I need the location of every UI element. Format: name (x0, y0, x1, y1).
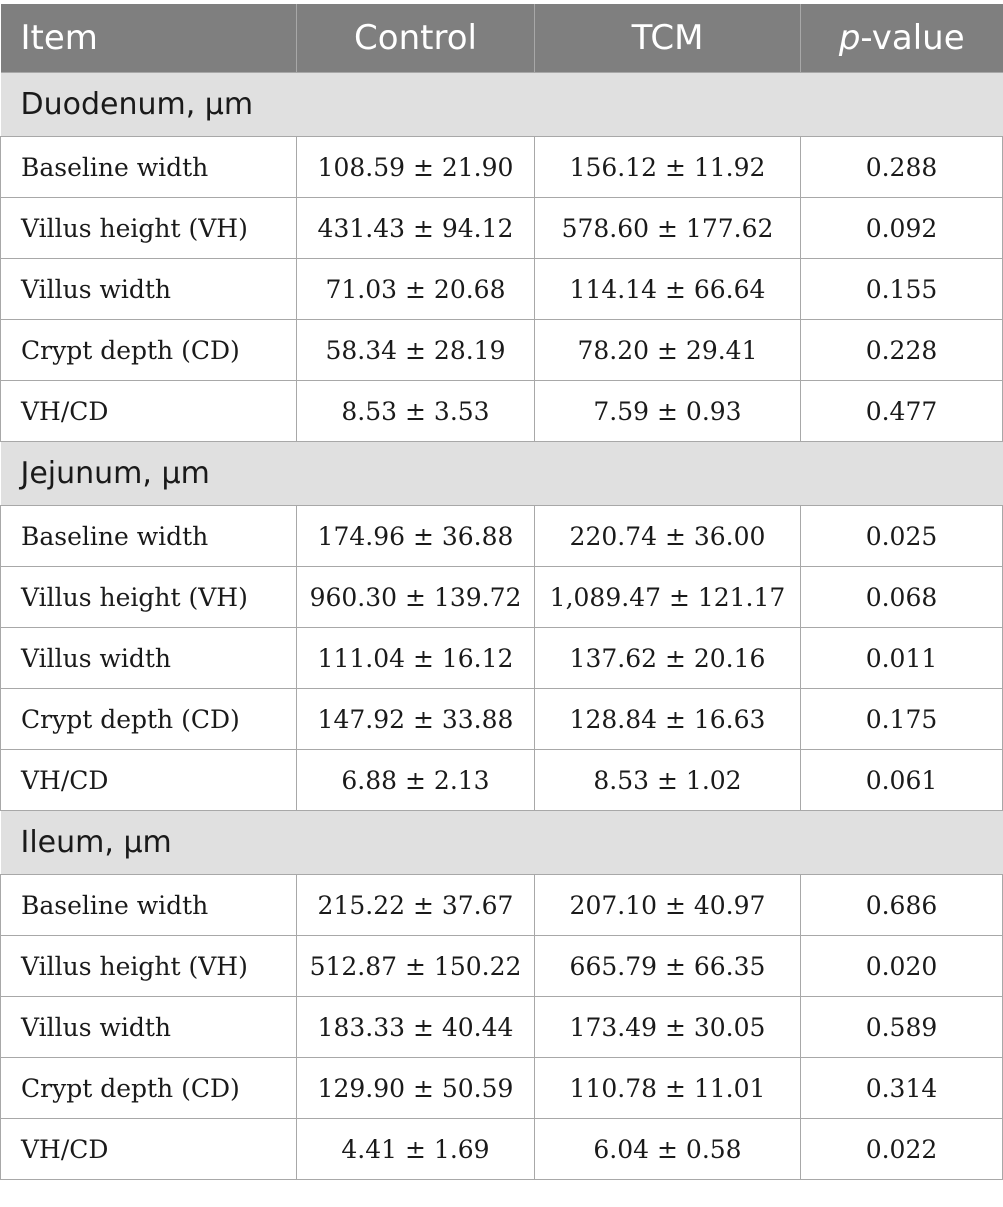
cell-p-value: 0.025 (801, 506, 1003, 567)
header-item: Item (1, 4, 297, 73)
cell-p-value: 0.092 (801, 198, 1003, 259)
cell-p-value: 0.068 (801, 567, 1003, 628)
table-row (1, 506, 1003, 567)
cell-item: VH/CD (1, 381, 297, 442)
cell-control: 147.92 ± 33.88 (297, 689, 535, 750)
section-row-ileum (1, 811, 1003, 875)
data-table (0, 4, 1003, 1180)
cell-item: VH/CD (1, 750, 297, 811)
cell-p-value: 0.288 (801, 137, 1003, 198)
cell-p-value: 0.011 (801, 628, 1003, 689)
cell-tcm: 110.78 ± 11.01 (535, 1058, 801, 1119)
section-title: Jejunum, μm (1, 442, 1003, 506)
cell-item: Villus width (1, 628, 297, 689)
cell-tcm: 128.84 ± 16.63 (535, 689, 801, 750)
cell-item: Baseline width (1, 137, 297, 198)
cell-control: 108.59 ± 21.90 (297, 137, 535, 198)
cell-control: 215.22 ± 37.67 (297, 875, 535, 936)
cell-item: Crypt depth (CD) (1, 689, 297, 750)
cell-item: Villus height (VH) (1, 936, 297, 997)
cell-p-value: 0.020 (801, 936, 1003, 997)
header-p-italic: p (838, 18, 861, 58)
table-row (1, 567, 1003, 628)
table-row (1, 1058, 1003, 1119)
table-row (1, 875, 1003, 936)
table-row (1, 198, 1003, 259)
cell-item: Baseline width (1, 506, 297, 567)
cell-p-value: 0.589 (801, 997, 1003, 1058)
table-row (1, 259, 1003, 320)
cell-p-value: 0.477 (801, 381, 1003, 442)
table-row (1, 137, 1003, 198)
table-row (1, 936, 1003, 997)
section-row-jejunum (1, 442, 1003, 506)
cell-item: Crypt depth (CD) (1, 1058, 297, 1119)
cell-item: Villus height (VH) (1, 198, 297, 259)
cell-control: 512.87 ± 150.22 (297, 936, 535, 997)
cell-tcm: 220.74 ± 36.00 (535, 506, 801, 567)
cell-item: Villus height (VH) (1, 567, 297, 628)
cell-tcm: 114.14 ± 66.64 (535, 259, 801, 320)
cell-tcm: 665.79 ± 66.35 (535, 936, 801, 997)
cell-tcm: 578.60 ± 177.62 (535, 198, 801, 259)
cell-tcm: 156.12 ± 11.92 (535, 137, 801, 198)
cell-control: 129.90 ± 50.59 (297, 1058, 535, 1119)
cell-control: 71.03 ± 20.68 (297, 259, 535, 320)
cell-control: 431.43 ± 94.12 (297, 198, 535, 259)
table-row (1, 750, 1003, 811)
cell-item: Villus width (1, 259, 297, 320)
cell-item: Crypt depth (CD) (1, 320, 297, 381)
header-tcm: TCM (535, 4, 801, 73)
table-row (1, 997, 1003, 1058)
cell-p-value: 0.314 (801, 1058, 1003, 1119)
cell-tcm: 7.59 ± 0.93 (535, 381, 801, 442)
cell-tcm: 1,089.47 ± 121.17 (535, 567, 801, 628)
header-control: Control (297, 4, 535, 73)
cell-control: 58.34 ± 28.19 (297, 320, 535, 381)
cell-control: 111.04 ± 16.12 (297, 628, 535, 689)
header-p-value (801, 4, 1003, 73)
cell-p-value: 0.175 (801, 689, 1003, 750)
section-row-duodenum (1, 73, 1003, 137)
cell-item: Baseline width (1, 875, 297, 936)
table-row (1, 1119, 1003, 1180)
table-row (1, 689, 1003, 750)
table-body (1, 73, 1003, 1180)
cell-tcm: 8.53 ± 1.02 (535, 750, 801, 811)
section-title: Duodenum, μm (1, 73, 1003, 137)
cell-tcm: 6.04 ± 0.58 (535, 1119, 801, 1180)
cell-p-value: 0.061 (801, 750, 1003, 811)
table-header (1, 4, 1003, 73)
table-row (1, 381, 1003, 442)
header-row (1, 4, 1003, 73)
cell-tcm: 137.62 ± 20.16 (535, 628, 801, 689)
cell-p-value: 0.686 (801, 875, 1003, 936)
cell-tcm: 78.20 ± 29.41 (535, 320, 801, 381)
cell-control: 183.33 ± 40.44 (297, 997, 535, 1058)
cell-control: 4.41 ± 1.69 (297, 1119, 535, 1180)
table-row (1, 320, 1003, 381)
section-title: Ileum, μm (1, 811, 1003, 875)
header-p-suffix: -value (860, 18, 965, 58)
cell-control: 174.96 ± 36.88 (297, 506, 535, 567)
cell-p-value: 0.155 (801, 259, 1003, 320)
cell-control: 960.30 ± 139.72 (297, 567, 535, 628)
table-row (1, 628, 1003, 689)
cell-control: 8.53 ± 3.53 (297, 381, 535, 442)
cell-p-value: 0.228 (801, 320, 1003, 381)
cell-item: Villus width (1, 997, 297, 1058)
cell-tcm: 207.10 ± 40.97 (535, 875, 801, 936)
cell-item: VH/CD (1, 1119, 297, 1180)
cell-p-value: 0.022 (801, 1119, 1003, 1180)
cell-control: 6.88 ± 2.13 (297, 750, 535, 811)
cell-tcm: 173.49 ± 30.05 (535, 997, 801, 1058)
